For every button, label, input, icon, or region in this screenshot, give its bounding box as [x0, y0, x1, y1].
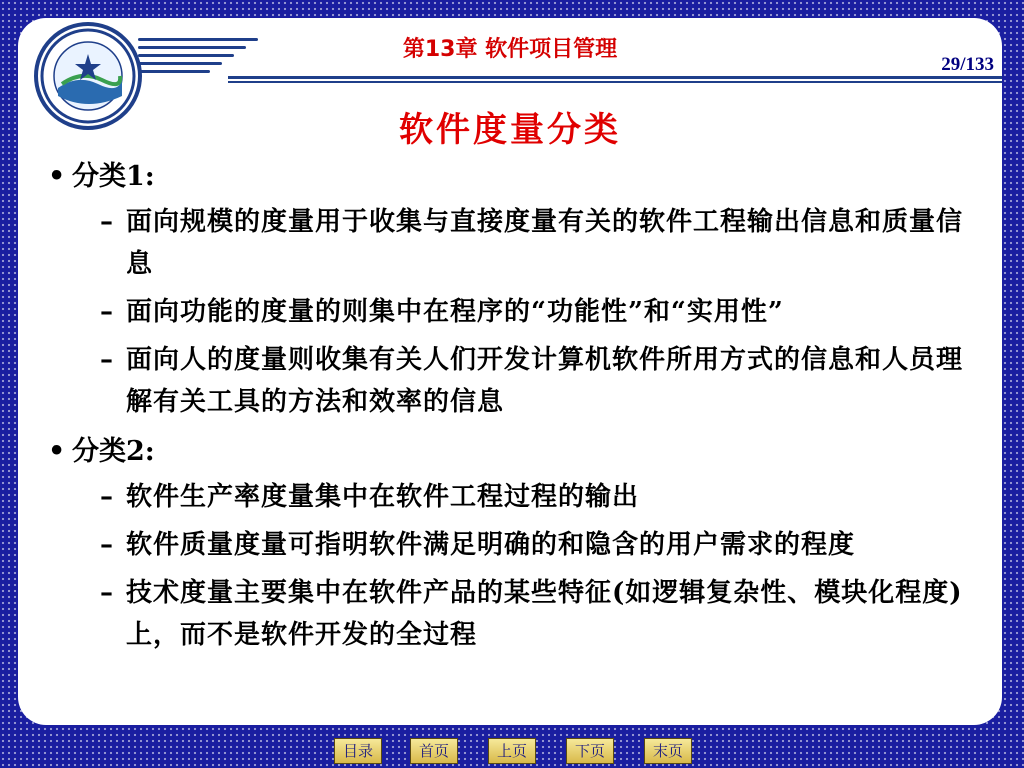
- section-heading: • 分类2:: [48, 436, 155, 467]
- prev-page-button[interactable]: 上页: [488, 738, 536, 764]
- header-divider-thin: [228, 81, 1002, 83]
- header-divider: [228, 76, 1002, 79]
- navigation-bar: [334, 738, 704, 764]
- slide-content: [48, 154, 978, 662]
- list-item: – 面向规模的度量用于收集与直接度量有关的软件工程输出信息和质量信息: [100, 207, 964, 279]
- next-page-button[interactable]: 下页: [566, 738, 614, 764]
- list-item: – 技术度量主要集中在软件产品的某些特征(如逻辑复杂性、模块化程度)上，而不是软件开发的全过程: [100, 578, 963, 650]
- list-item: – 软件生产率度量集中在软件工程过程的输出: [100, 482, 640, 512]
- list-item: – 面向功能的度量的则集中在程序的“功能性”和“实用性”: [100, 297, 784, 327]
- toc-button[interactable]: 目录: [334, 738, 382, 764]
- list-item: – 软件质量度量可指明软件满足明确的和隐含的用户需求的程度: [100, 530, 856, 560]
- page-number: 29/133: [941, 54, 994, 75]
- last-page-button[interactable]: 末页: [644, 738, 692, 764]
- section-heading: • 分类1:: [48, 161, 155, 192]
- bullet-icon: •: [48, 436, 66, 467]
- first-page-button[interactable]: 首页: [410, 738, 458, 764]
- slide-title: 软件度量分类: [399, 110, 621, 150]
- list-item: – 面向人的度量则收集有关人们开发计算机软件所用方式的信息和人员理解有关工具的方法和效率的信息: [100, 345, 964, 417]
- chapter-title: 第13章 软件项目管理: [402, 37, 618, 62]
- slide-panel: [18, 18, 1002, 725]
- bullet-icon: •: [48, 161, 66, 192]
